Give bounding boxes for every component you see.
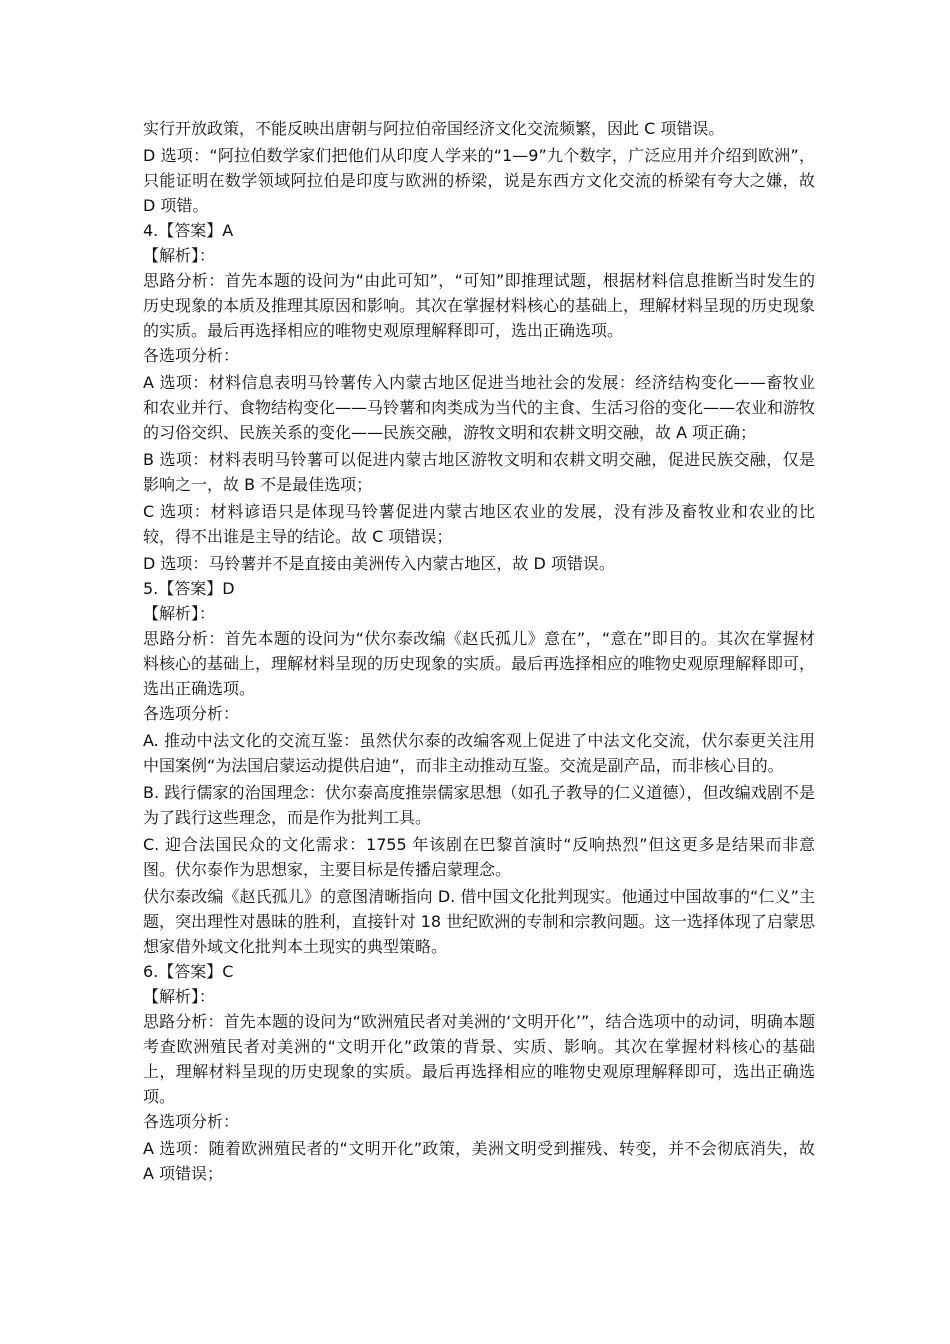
analysis-heading-6: 【解析】：: [143, 987, 216, 1006]
reasoning-4: 思路分析：首先本题的设问为“由此可知”，“可知”即推理试题，根据材料信息推断当时发生的历史现象的本质及推理其原因和影响。其次在掌握材料核心的基础上，理解材料呈现的历史现象的实质。最后再选择相应的唯物史观原理解释即可，选出正确选项。: [143, 271, 816, 340]
options-heading-5: 各选项分析：: [143, 704, 240, 723]
reasoning-6: 思路分析：首先本题的设问为“欧洲殖民者对美洲的‘文明开化’”，结合选项中的动词，明确本题考查欧洲殖民者对美洲的“文明开化”政策的背景、实质、影响。其次在掌握材料核心的基础上，理解材料呈现的历史现象的实质。最后再选择相应的唯物史观原理解释即可，选出正确选项。: [143, 1012, 815, 1106]
conclusion-5: 伏尔泰改编《赵氏孤儿》的意图清晰指向 D. 借中国文化批判现实。他通过中国故事的“仁义”主题，突出理性对愚昧的胜利，直接针对 18 世纪欧洲的专制和宗教问题。这一选择体现了启蒙思想家借外域文化批判本土现实的典型策略。: [143, 887, 815, 956]
document-body: [143, 116, 815, 1186]
option-c-4: C 选项：材料谚语只是体现马铃薯促进内蒙古地区农业的发展，没有涉及畜牧业和农业的比较，得不出谁是主导的结论。故 C 项错误；: [143, 502, 815, 546]
reasoning-5: 思路分析：首先本题的设问为“伏尔泰改编《赵氏孤儿》意在”，“意在”即目的。其次在掌握材料核心的基础上，理解材料呈现的历史现象的实质。最后再选择相应的唯物史观原理解释即可，选出正确选项。: [143, 629, 816, 698]
paragraph-d-option-q3: D 选项：“阿拉伯数学家们把他们从印度人学来的“1—9”九个数字，广泛应用并介绍到欧洲”，只能证明在数学领域阿拉伯是印度与欧洲的桥梁，说是东西方文化交流的桥梁有夸大之嫌，故 D 项错。: [143, 146, 815, 215]
paragraph-c-option-tail: 实行开放政策，不能反映出唐朝与阿拉伯帝国经济文化交流频繁，因此 C 项错误。: [143, 119, 725, 138]
option-b-4: B 选项：材料表明马铃薯可以促进内蒙古地区游牧文明和农耕文明交融，促进民族交融，仅是影响之一，故 B 不是最佳选项；: [143, 450, 815, 494]
analysis-heading-4: 【解析】：: [143, 246, 216, 265]
answer-5: 5.【答案】D: [143, 579, 235, 598]
option-a-5: A. 推动中法文化的交流互鉴：虽然伏尔泰的改编客观上促进了中法文化交流，伏尔泰更关注用中国案例“为法国启蒙运动提供启迪”，而非主动推动互鉴。交流是副产品，而非核心目的。: [143, 731, 815, 775]
option-a-6: A 选项：随着欧洲殖民者的“文明开化”政策，美洲文明受到摧残、转变，并不会彻底消失，故 A 项错误；: [143, 1139, 815, 1183]
analysis-heading-5: 【解析】：: [143, 604, 216, 623]
option-b-5: B. 践行儒家的治国理念：伏尔泰高度推崇儒家思想（如孔子教导的仁义道德），但改编戏剧不是为了践行这些理念，而是作为批判工具。: [143, 783, 815, 827]
option-d-4: D 选项：马铃薯并不是直接由美洲传入内蒙古地区，故 D 项错误。: [143, 554, 615, 573]
options-heading-6: 各选项分析：: [143, 1112, 240, 1131]
option-c-5: C. 迎合法国民众的文化需求：1755 年该剧在巴黎首演时“反响热烈”但这更多是结果而非意图。伏尔泰作为思想家，主要目标是传播启蒙理念。: [143, 835, 815, 879]
options-heading-4: 各选项分析：: [143, 346, 240, 365]
answer-4: 4.【答案】A: [143, 221, 234, 240]
answer-6: 6.【答案】C: [143, 962, 234, 981]
option-a-4: A 选项：材料信息表明马铃薯传入内蒙古地区促进当地社会的发展：经济结构变化——畜牧业和农业并行、食物结构变化——马铃薯和肉类成为当代的主食、生活习俗的变化——农业和游牧的习俗交织、民族关系的变化——民族交融，游牧文明和农耕文明交融，故 A 项正确；: [143, 373, 816, 442]
